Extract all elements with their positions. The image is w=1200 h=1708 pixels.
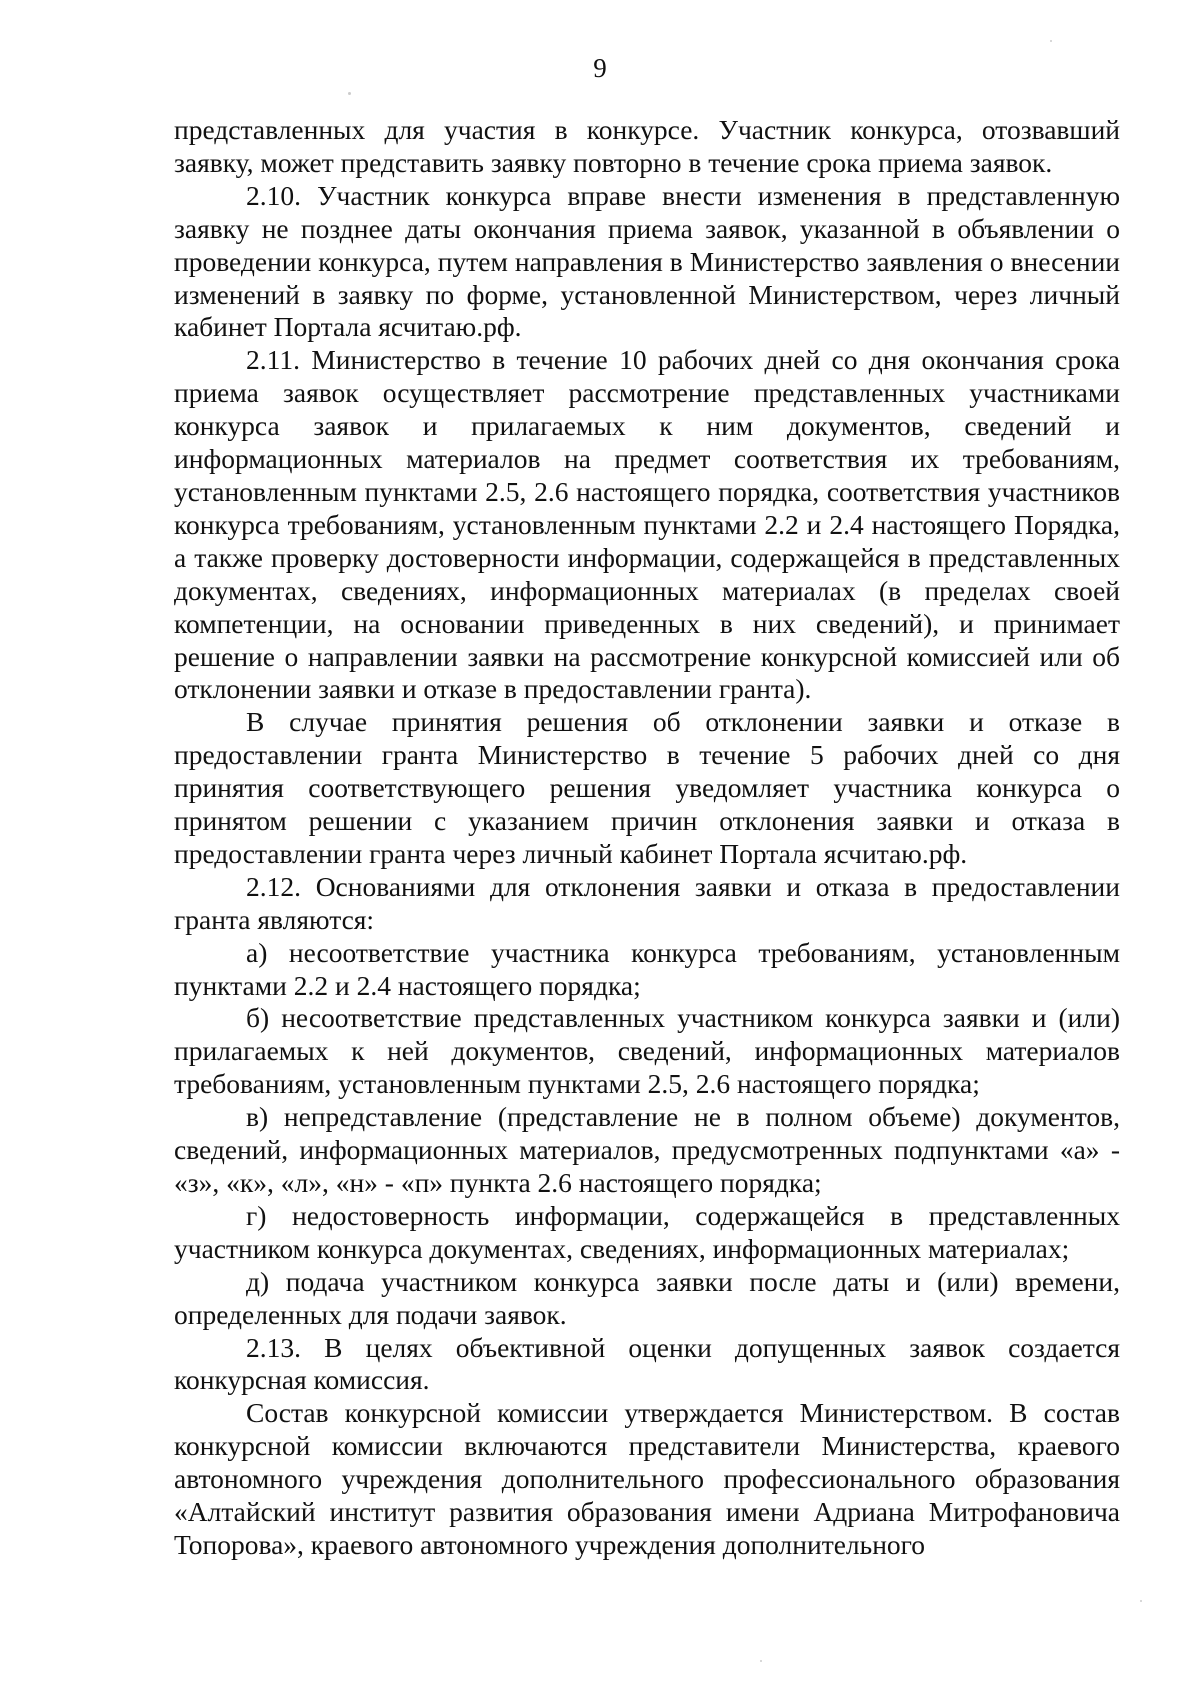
scan-speck xyxy=(1140,1600,1142,1602)
list-item-b: б) несоответствие представленных участником конкурса заявки и (или) прилагаемых к ней документов, сведений, информационных материалов требованиям, установленным пунктами 2.5, 2.6 настоящего порядка; xyxy=(174,1002,1120,1100)
page-number: 9 xyxy=(593,53,607,83)
scan-speck xyxy=(1050,40,1052,42)
document-body xyxy=(174,114,1120,1562)
list-item-a: а) несоответствие участника конкурса требованиям, установленным пунктами 2.2 и 2.4 настоящего порядка; xyxy=(174,936,1120,1001)
paragraph-commission-composition: Состав конкурсной комиссии утверждается Министерством. В состав конкурсной комиссии включаются представители Министерства, краевого автономного учреждения дополнительного профессионального образования «Алтайский институт развития образования имени Адриана Митрофановича Топорова», краевого автономного учреждения дополнительного xyxy=(174,1397,1120,1560)
list-item-d: д) подача участником конкурса заявки после даты и (или) времени, определенных для подачи заявок. xyxy=(174,1265,1120,1330)
paragraph-2-11: 2.11. Министерство в течение 10 рабочих дней со дня окончания срока приема заявок осуществляет рассмотрение представленных участниками конкурса заявок и прилагаемых к ним документов, сведений и информационных материалов на предмет соответствия их требованиям, установленным пунктами 2.5, 2.6 настоящего порядка, соответствия участников конкурса требованиям, установленным пунктами 2.2 и 2.4 настоящего Порядка, а также проверку достоверности информации, содержащейся в представленных документах, сведениях, информационных материалах (в пределах своей компетенции, на основании приведенных в них сведений), и принимает решение о направлении заявки на рассмотрение конкурсной комиссией или об отклонении заявки и отказе в предоставлении гранта). xyxy=(174,344,1120,705)
paragraph-2-10: 2.10. Участник конкурса вправе внести изменения в представленную заявку не позднее даты окончания приема заявок, указанной в объявлении о проведении конкурса, путем направления в Министерство заявления о внесении изменений в заявку по форме, установленной Министерством, через личный кабинет Портала ясчитаю.рф. xyxy=(174,179,1120,343)
paragraph-rejection-notice: В случае принятия решения об отклонении заявки и отказе в предоставлении гранта Министерство в течение 5 рабочих дней со дня принятия соответствующего решения уведомляет участника конкурса о принятом решении с указанием причин отклонения заявки и отказа в предоставлении гранта через личный кабинет Портала ясчитаю.рф. xyxy=(174,706,1120,869)
paragraph-2-13: 2.13. В целях объективной оценки допущенных заявок создается конкурсная комиссия. xyxy=(174,1331,1120,1396)
scan-speck xyxy=(348,92,351,95)
scan-speck xyxy=(760,1660,762,1662)
paragraph-2-12: 2.12. Основаниями для отклонения заявки и отказа в предоставлении гранта являются: xyxy=(174,870,1120,935)
list-item-v: в) непредставление (представление не в полном объеме) документов, сведений, информационных материалов, предусмотренных подпунктами «а» - «з», «к», «л», «н» - «п» пункта 2.6 настоящего порядка; xyxy=(174,1101,1120,1198)
list-item-g: г) недостоверность информации, содержащейся в представленных участником конкурса документах, сведениях, информационных материалах; xyxy=(174,1199,1120,1264)
paragraph-continuation: представленных для участия в конкурсе. Участник конкурса, отозвавший заявку, может представить заявку повторно в течение срока приема заявок. xyxy=(174,114,1120,178)
